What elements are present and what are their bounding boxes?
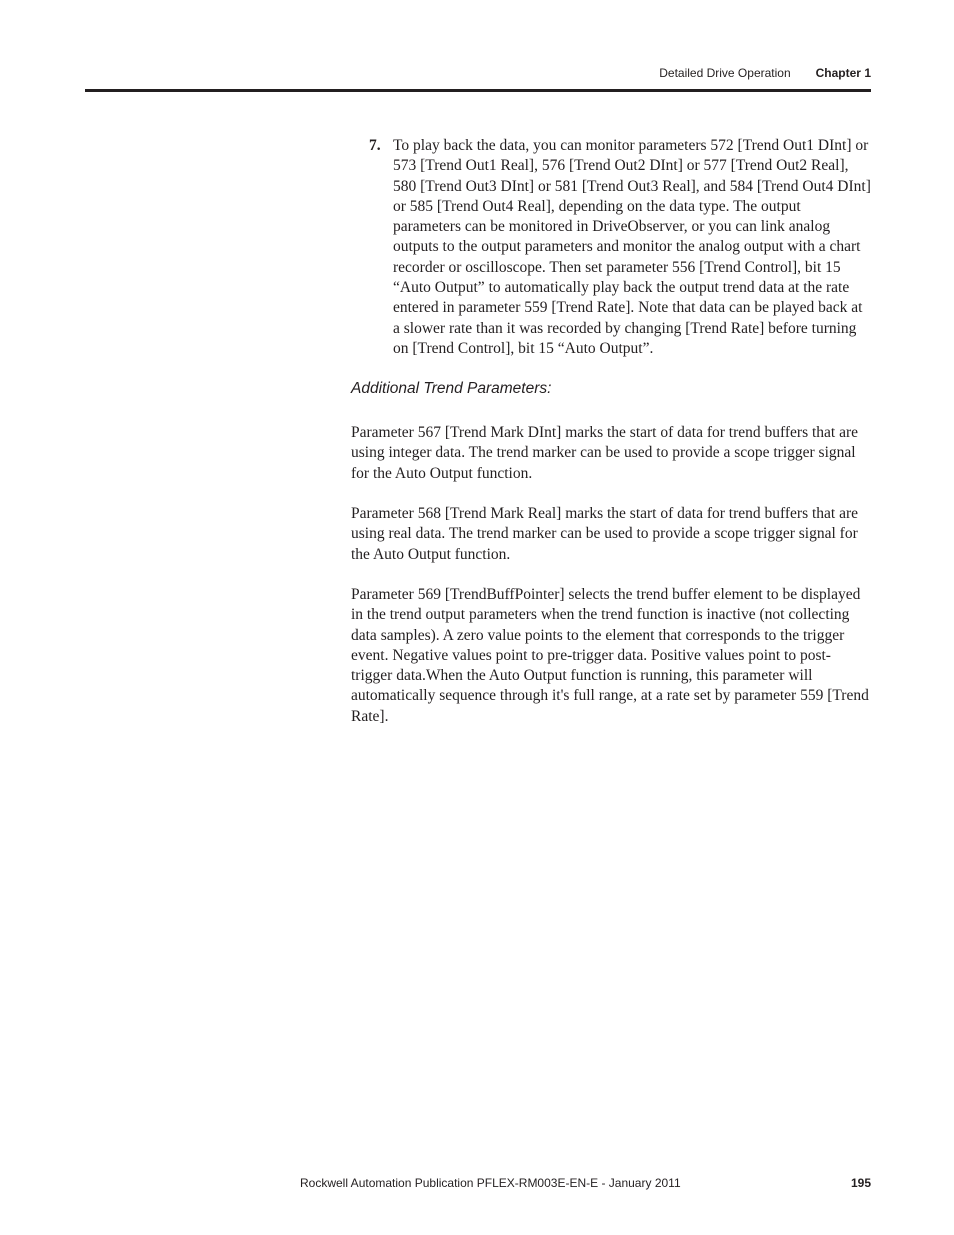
step-number: 7. (369, 137, 381, 154)
subheading: Additional Trend Parameters: (351, 380, 552, 397)
header-chapter-label: Chapter 1 (815, 66, 871, 80)
page-number: 195 (850, 1176, 871, 1190)
step-text: To play back the data, you can monitor parameters 572 [Trend Out1 DInt] or 573 [Trend Out1 Real], 576 [Trend Out2 DInt] or 577 [Trend Out2 Real], 580 [Trend Out3 DInt] or 581 [Trend Out3 Real], and 584 [Trend Out4 DInt] or 585 [Trend Out4 Real], depending on the data type. The output parameters can be monitored in DriveObserver, or you can link analog outputs to the output parameters and monitor the analog output with a chart recorder or oscilloscope. Then set parameter 556 [Trend Control], bit 15 “Auto Output” to automatically play back the output trend data at the rate entered in parameter 559 [Trend Rate]. Note that data can be played back at a slower rate than it was recorded by changing [Trend Rate] before turning on [Trend Control], bit 15 “Auto Output”. (393, 137, 871, 357)
step-7 (369, 136, 871, 359)
paragraph-trend-mark-dint (351, 423, 871, 484)
paragraph-text: Parameter 569 [TrendBuffPointer] selects the trend buffer element to be displayed in the trend output parameters when the trend function is inactive (not collecting data samples). A zero value points to the element that corresponds to the trigger event. Negative values point to pre-trigger data. Positive values point to post-trigger data.When the Auto Output function is running, this parameter will automatically sequence through it's full range, at a rate set by parameter 559 [Trend Rate]. (351, 586, 869, 725)
running-header (659, 66, 871, 84)
paragraph-trend-mark-real (351, 504, 871, 565)
paragraph-text: Parameter 568 [Trend Mark Real] marks the start of data for trend buffers that are using real data. The trend marker can be used to provide a scope trigger signal for the Auto Output function. (351, 505, 859, 563)
paragraph-text: Parameter 567 [Trend Mark DInt] marks the start of data for trend buffers that are using integer data. The trend marker can be used to provide a scope trigger signal for the Auto Output function. (351, 424, 859, 482)
header-section-title: Detailed Drive Operation (659, 66, 791, 80)
paragraph-trend-buff-pointer (351, 585, 871, 727)
footer-publication: Rockwell Automation Publication PFLEX-RM003E-EN-E - January 2011 (300, 1176, 681, 1190)
header-rule (85, 89, 871, 92)
